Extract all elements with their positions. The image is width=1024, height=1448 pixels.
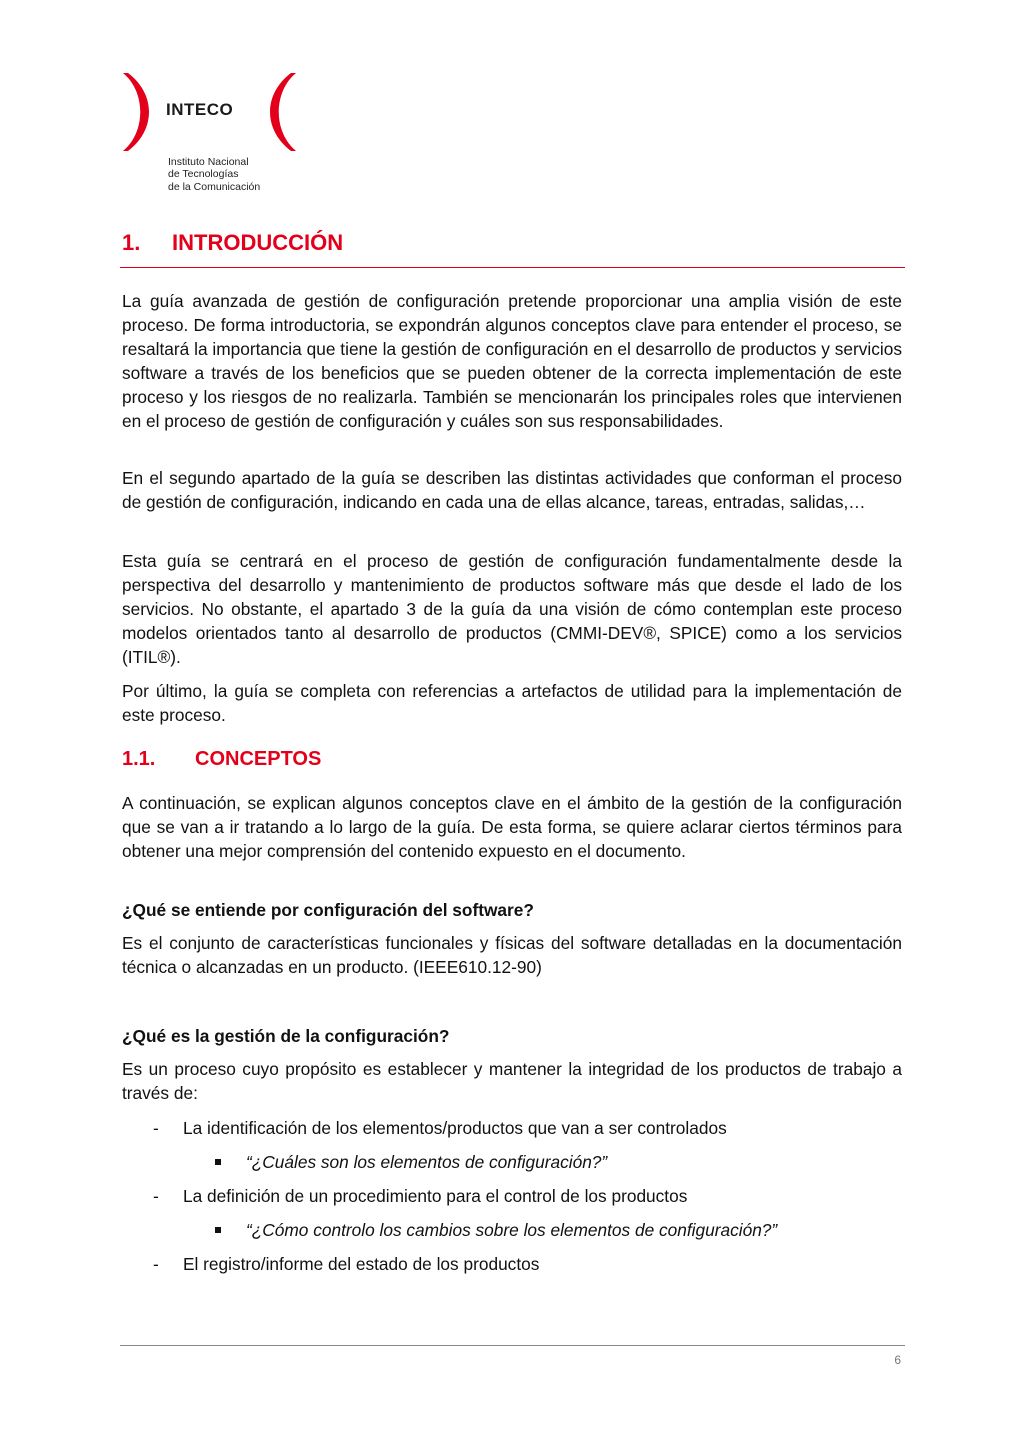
list-item [153, 1184, 688, 1208]
sub-list-item [246, 1150, 607, 1174]
question-heading: ¿Qué se entiende por configuración del software? [122, 900, 534, 920]
square-bullet-icon [215, 1227, 221, 1233]
paragraph: Esta guía se centrará en el proceso de gestión de configuración fundamentalmente desde la perspectiva del desarrollo y mantenimiento de productos software más que desde el lado de los servicios. No obstante, el apartado 3 de la guía da una visión de cómo contemplan este proceso modelos orientados tanto al desarrollo de productos (CMMI-DEV®, SPICE) como a los servicios (ITIL®). [122, 551, 902, 667]
paragraph: Es un proceso cuyo propósito es establecer y mantener la integridad de los productos de trabajo a través de: [122, 1059, 902, 1103]
question-heading: ¿Qué es la gestión de la configuración? [122, 1026, 450, 1046]
subsection-number: 1.1. [122, 748, 156, 770]
list-item [153, 1252, 540, 1276]
list-item [153, 1116, 727, 1140]
section-title: INTRODUCCIÓN [172, 230, 344, 255]
paragraph: Es el conjunto de características funcionales y físicas del software detalladas en la documentación técnica o alcanzadas en un producto. (IEEE610.12-90) [122, 933, 902, 977]
logo-line: de la Comunicación [168, 180, 261, 193]
heading-divider [120, 267, 905, 268]
list-marker: - [153, 1118, 159, 1138]
list-marker: - [153, 1254, 159, 1274]
logo-wordmark: inteco [166, 94, 234, 121]
logo-line: de Tecnologías [168, 168, 239, 181]
section-number: 1. [122, 230, 141, 255]
sub-list-item-text: “¿Cómo controlo los cambios sobre los elementos de configuración?” [246, 1220, 778, 1240]
logo-line: Instituto Nacional [168, 156, 249, 168]
subsection-heading [122, 748, 321, 771]
paragraph: Por último, la guía se completa con referencias a artefactos de utilidad para la implementación de este proceso. [122, 681, 902, 725]
logo-subtitle [168, 156, 260, 193]
list-item-text: La definición de un procedimiento para el control de los productos [183, 1186, 688, 1206]
list-marker: - [153, 1186, 159, 1206]
paragraph: La guía avanzada de gestión de configuración pretende proporcionar una amplia visión de este proceso. De forma introductoria, se expondrán algunos conceptos clave para entender el proceso, se resaltará la importancia que tiene la gestión de configuración en el desarrollo de productos y servicios software a través de los beneficios que se pueden obtener de la correcta implementación de este proceso y los riesgos de no realizarla. También se mencionarán los principales roles que intervienen en el proceso de gestión de configuración y cuáles son sus responsabilidades. [122, 291, 902, 431]
footer-divider [120, 1345, 905, 1346]
section-heading [122, 230, 905, 256]
sub-list-item-text: “¿Cuáles son los elementos de configuración?” [246, 1152, 608, 1172]
list-item-text: El registro/informe del estado de los productos [183, 1254, 540, 1274]
square-bullet-icon [215, 1159, 221, 1165]
paragraph: En el segundo apartado de la guía se describen las distintas actividades que conforman el proceso de gestión de configuración, indicando en cada una de ellas alcance, tareas, entradas, salidas,… [122, 468, 902, 512]
paragraph: A continuación, se explican algunos conceptos clave en el ámbito de la gestión de la configuración que se van a ir tratando a lo largo de la guía. De esta forma, se quiere aclarar ciertos términos para obtener una mejor comprensión del contenido expuesto en el documento. [122, 793, 902, 861]
list-item-text: La identificación de los elementos/productos que van a ser controlados [183, 1118, 727, 1138]
subsection-title: CONCEPTOS [195, 748, 322, 770]
page-number: 6 [894, 1353, 901, 1367]
sub-list-item [246, 1218, 777, 1242]
